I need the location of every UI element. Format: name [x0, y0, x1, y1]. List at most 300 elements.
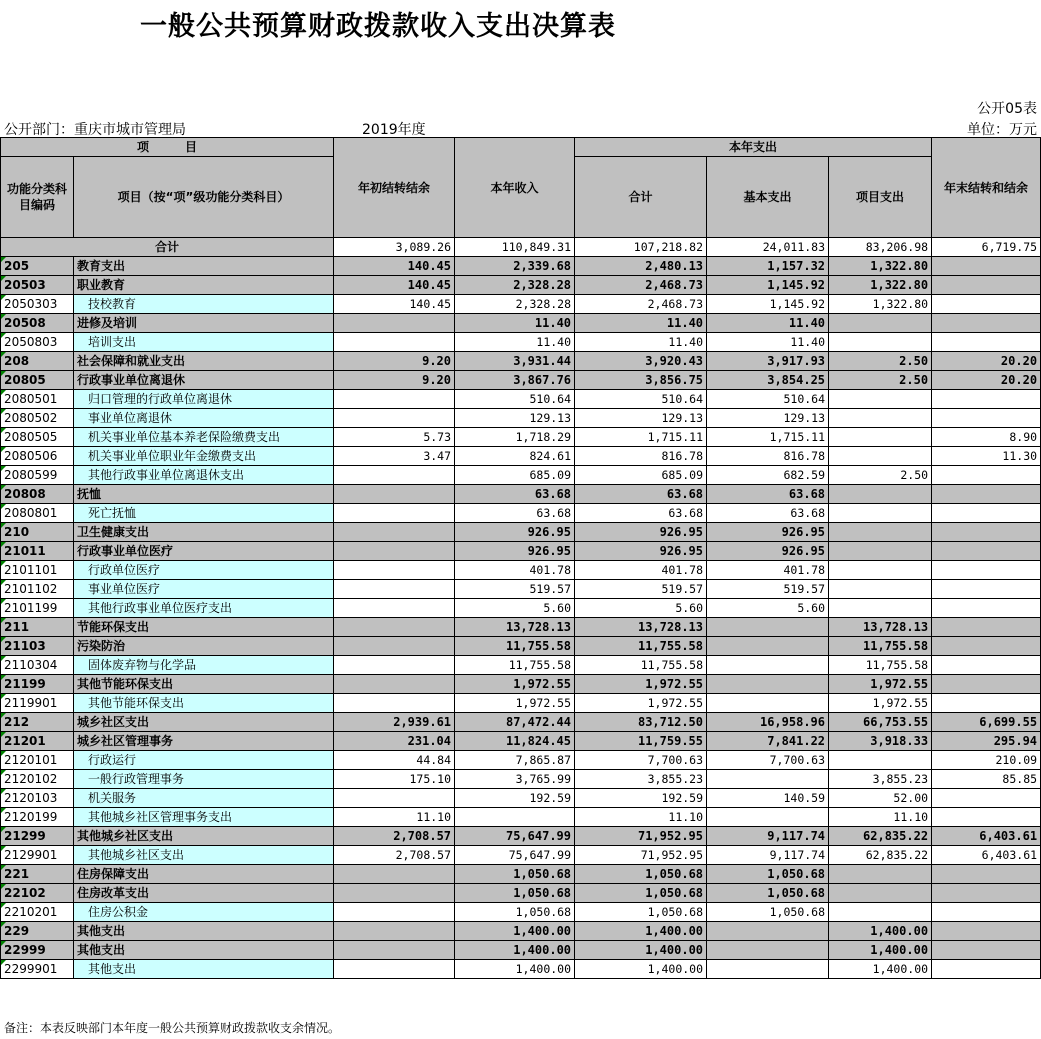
cell-income: 1,972.55: [455, 694, 575, 713]
cell-project: 11,755.58: [829, 656, 932, 675]
cell-income: 63.68: [455, 504, 575, 523]
row-name: 其他城乡社区管理事务支出: [74, 808, 334, 827]
cell-beginning: 175.10: [334, 770, 455, 789]
cell-ending: 8.90: [932, 428, 1041, 447]
cell-expense-total: 1,715.11: [575, 428, 707, 447]
row-code: 2050303: [1, 295, 74, 314]
form-number: 公开05表: [977, 101, 1037, 117]
cell-project: [829, 485, 932, 504]
cell-project: [829, 409, 932, 428]
row-code: 2110304: [1, 656, 74, 675]
row-name: 技校教育: [74, 295, 334, 314]
row-name: 其他节能环保支出: [74, 675, 334, 694]
row-code: 21299: [1, 827, 74, 846]
cell-basic: 682.59: [707, 466, 829, 485]
header-code: 功能分类科目编码: [1, 157, 74, 238]
row-code: 2101199: [1, 599, 74, 618]
item-row: [1, 789, 1041, 808]
cell-basic: 11.40: [707, 333, 829, 352]
report-title: 一般公共预算财政拨款收入支出决算表: [140, 11, 616, 42]
row-name: 事业单位离退休: [74, 409, 334, 428]
cell-expense-total: 11,755.58: [575, 656, 707, 675]
category-row: [1, 713, 1041, 732]
cell-ending: [932, 295, 1041, 314]
category-row: [1, 257, 1041, 276]
cell-expense-total: 192.59: [575, 789, 707, 808]
row-code: 2299901: [1, 960, 74, 979]
cell-income: 2,328.28: [455, 295, 575, 314]
item-row: [1, 751, 1041, 770]
row-code: 2120102: [1, 770, 74, 789]
cell-expense-total: 1,400.00: [575, 941, 707, 960]
cell-basic: 7,841.22: [707, 732, 829, 751]
total-ending: 6,719.75: [932, 238, 1041, 257]
cell-ending: [932, 656, 1041, 675]
category-row: [1, 276, 1041, 295]
cell-expense-total: 129.13: [575, 409, 707, 428]
cell-project: [829, 333, 932, 352]
cell-income: 11,755.58: [455, 637, 575, 656]
cell-ending: [932, 485, 1041, 504]
category-row: [1, 637, 1041, 656]
cell-basic: 519.57: [707, 580, 829, 599]
total-income: 110,849.31: [455, 238, 575, 257]
cell-beginning: 2,708.57: [334, 846, 455, 865]
cell-beginning: [334, 333, 455, 352]
item-row: [1, 561, 1041, 580]
cell-basic: 401.78: [707, 561, 829, 580]
item-row: [1, 409, 1041, 428]
row-name: 事业单位医疗: [74, 580, 334, 599]
row-name: 城乡社区支出: [74, 713, 334, 732]
cell-expense-total: 63.68: [575, 485, 707, 504]
row-code: 212: [1, 713, 74, 732]
header-project: 项目支出: [829, 157, 932, 238]
cell-expense-total: 3,855.23: [575, 770, 707, 789]
row-code: 2080505: [1, 428, 74, 447]
cell-expense-total: 816.78: [575, 447, 707, 466]
cell-basic: 9,117.74: [707, 846, 829, 865]
category-row: [1, 485, 1041, 504]
cell-project: 1,322.80: [829, 257, 932, 276]
cell-income: 3,867.76: [455, 371, 575, 390]
cell-ending: [932, 960, 1041, 979]
cell-project: 2.50: [829, 371, 932, 390]
row-name: 进修及培训: [74, 314, 334, 333]
cell-income: 11.40: [455, 314, 575, 333]
cell-ending: [932, 675, 1041, 694]
row-code: 20508: [1, 314, 74, 333]
cell-project: [829, 865, 932, 884]
row-name: 抚恤: [74, 485, 334, 504]
cell-beginning: [334, 694, 455, 713]
cell-ending: [932, 808, 1041, 827]
cell-ending: [932, 523, 1041, 542]
cell-ending: [932, 390, 1041, 409]
cell-ending: 295.94: [932, 732, 1041, 751]
cell-project: 1,972.55: [829, 694, 932, 713]
row-code: 2101102: [1, 580, 74, 599]
cell-project: 62,835.22: [829, 827, 932, 846]
row-name: 其他节能环保支出: [74, 694, 334, 713]
cell-project: 1,400.00: [829, 960, 932, 979]
header-beginning: 年初结转结余: [334, 138, 455, 238]
header-total: 合计: [575, 157, 707, 238]
cell-beginning: 11.10: [334, 808, 455, 827]
cell-beginning: 140.45: [334, 257, 455, 276]
cell-beginning: [334, 941, 455, 960]
cell-basic: [707, 941, 829, 960]
cell-expense-total: 2,480.13: [575, 257, 707, 276]
row-code: 205: [1, 257, 74, 276]
cell-income: 75,647.99: [455, 846, 575, 865]
cell-basic: 140.59: [707, 789, 829, 808]
cell-basic: 7,700.63: [707, 751, 829, 770]
row-code: 2080506: [1, 447, 74, 466]
cell-expense-total: 401.78: [575, 561, 707, 580]
cell-ending: [932, 865, 1041, 884]
cell-income: 5.60: [455, 599, 575, 618]
cell-basic: 926.95: [707, 542, 829, 561]
item-row: [1, 428, 1041, 447]
category-row: [1, 732, 1041, 751]
cell-expense-total: 926.95: [575, 542, 707, 561]
cell-basic: [707, 637, 829, 656]
row-code: 2080801: [1, 504, 74, 523]
cell-beginning: [334, 675, 455, 694]
cell-income: 519.57: [455, 580, 575, 599]
fiscal-year: 2019年度: [362, 122, 426, 138]
cell-ending: [932, 561, 1041, 580]
cell-ending: 20.20: [932, 371, 1041, 390]
row-code: 21199: [1, 675, 74, 694]
cell-project: [829, 523, 932, 542]
row-name: 固体废弃物与化学品: [74, 656, 334, 675]
cell-project: [829, 580, 932, 599]
cell-ending: 85.85: [932, 770, 1041, 789]
row-name: 社会保障和就业支出: [74, 352, 334, 371]
cell-expense-total: 7,700.63: [575, 751, 707, 770]
item-row: [1, 447, 1041, 466]
cell-ending: [932, 884, 1041, 903]
cell-basic: 816.78: [707, 447, 829, 466]
cell-beginning: 9.20: [334, 352, 455, 371]
cell-basic: 63.68: [707, 504, 829, 523]
cell-income: 63.68: [455, 485, 575, 504]
cell-expense-total: 5.60: [575, 599, 707, 618]
cell-basic: [707, 960, 829, 979]
item-row: [1, 599, 1041, 618]
cell-income: 510.64: [455, 390, 575, 409]
cell-expense-total: 3,920.43: [575, 352, 707, 371]
row-name: 死亡抚恤: [74, 504, 334, 523]
row-code: 2101101: [1, 561, 74, 580]
cell-expense-total: 2,468.73: [575, 295, 707, 314]
cell-basic: 1,715.11: [707, 428, 829, 447]
row-name: 职业教育: [74, 276, 334, 295]
row-name: 其他支出: [74, 960, 334, 979]
cell-basic: 1,050.68: [707, 865, 829, 884]
row-code: 210: [1, 523, 74, 542]
item-row: [1, 694, 1041, 713]
cell-basic: 129.13: [707, 409, 829, 428]
cell-beginning: [334, 409, 455, 428]
cell-expense-total: 11.10: [575, 808, 707, 827]
cell-beginning: 5.73: [334, 428, 455, 447]
cell-project: 1,322.80: [829, 295, 932, 314]
cell-ending: [932, 276, 1041, 295]
cell-project: 1,400.00: [829, 941, 932, 960]
cell-basic: 16,958.96: [707, 713, 829, 732]
cell-expense-total: 3,856.75: [575, 371, 707, 390]
cell-beginning: [334, 599, 455, 618]
row-code: 20808: [1, 485, 74, 504]
cell-income: 75,647.99: [455, 827, 575, 846]
header-name: 项目（按“项”级功能分类科目）: [74, 157, 334, 238]
cell-income: 87,472.44: [455, 713, 575, 732]
row-code: 2129901: [1, 846, 74, 865]
row-name: 培训支出: [74, 333, 334, 352]
cell-ending: [932, 903, 1041, 922]
cell-beginning: [334, 542, 455, 561]
cell-beginning: [334, 504, 455, 523]
row-code: 2120101: [1, 751, 74, 770]
row-code: 2120199: [1, 808, 74, 827]
category-row: [1, 371, 1041, 390]
total-beginning: 3,089.26: [334, 238, 455, 257]
cell-beginning: [334, 865, 455, 884]
total-basic: 24,011.83: [707, 238, 829, 257]
department-label: 公开部门：重庆市城市管理局: [4, 122, 186, 138]
cell-income: 401.78: [455, 561, 575, 580]
cell-beginning: [334, 903, 455, 922]
cell-ending: [932, 542, 1041, 561]
cell-basic: 1,050.68: [707, 903, 829, 922]
row-name: 卫生健康支出: [74, 523, 334, 542]
cell-project: 3,918.33: [829, 732, 932, 751]
row-name: 其他行政事业单位医疗支出: [74, 599, 334, 618]
row-code: 22102: [1, 884, 74, 903]
cell-expense-total: 1,400.00: [575, 960, 707, 979]
item-row: [1, 295, 1041, 314]
row-name: 行政事业单位离退休: [74, 371, 334, 390]
category-row: [1, 675, 1041, 694]
item-row: [1, 466, 1041, 485]
row-code: 2080501: [1, 390, 74, 409]
cell-ending: [932, 922, 1041, 941]
cell-expense-total: 11,755.58: [575, 637, 707, 656]
cell-beginning: [334, 884, 455, 903]
cell-beginning: [334, 789, 455, 808]
cell-beginning: [334, 466, 455, 485]
cell-ending: [932, 789, 1041, 808]
cell-beginning: [334, 637, 455, 656]
cell-income: 11,824.45: [455, 732, 575, 751]
cell-ending: [932, 637, 1041, 656]
cell-basic: [707, 618, 829, 637]
item-row: [1, 808, 1041, 827]
row-code: 21201: [1, 732, 74, 751]
row-name: 住房改革支出: [74, 884, 334, 903]
row-code: 2210201: [1, 903, 74, 922]
cell-beginning: [334, 960, 455, 979]
cell-basic: [707, 694, 829, 713]
cell-project: 66,753.55: [829, 713, 932, 732]
cell-beginning: 44.84: [334, 751, 455, 770]
category-row: [1, 922, 1041, 941]
row-name: 一般行政管理事务: [74, 770, 334, 789]
cell-expense-total: 11.40: [575, 333, 707, 352]
cell-project: [829, 903, 932, 922]
cell-basic: 3,854.25: [707, 371, 829, 390]
cell-project: 1,972.55: [829, 675, 932, 694]
item-row: [1, 656, 1041, 675]
row-name: 教育支出: [74, 257, 334, 276]
item-row: [1, 390, 1041, 409]
row-code: 2050803: [1, 333, 74, 352]
row-name: 机关事业单位基本养老保险缴费支出: [74, 428, 334, 447]
cell-expense-total: 926.95: [575, 523, 707, 542]
row-name: 行政运行: [74, 751, 334, 770]
cell-expense-total: 1,050.68: [575, 865, 707, 884]
cell-expense-total: 71,952.95: [575, 846, 707, 865]
cell-project: 1,322.80: [829, 276, 932, 295]
cell-ending: [932, 618, 1041, 637]
cell-project: [829, 314, 932, 333]
cell-expense-total: 510.64: [575, 390, 707, 409]
cell-project: 2.50: [829, 466, 932, 485]
cell-basic: 11.40: [707, 314, 829, 333]
cell-beginning: [334, 618, 455, 637]
cell-basic: 9,117.74: [707, 827, 829, 846]
row-code: 21011: [1, 542, 74, 561]
row-name: 机关事业单位职业年金缴费支出: [74, 447, 334, 466]
row-code: 21103: [1, 637, 74, 656]
cell-beginning: [334, 922, 455, 941]
cell-expense-total: 685.09: [575, 466, 707, 485]
row-code: 22999: [1, 941, 74, 960]
cell-income: 1,050.68: [455, 884, 575, 903]
cell-income: 3,931.44: [455, 352, 575, 371]
cell-project: 11.10: [829, 808, 932, 827]
cell-basic: 926.95: [707, 523, 829, 542]
row-code: 211: [1, 618, 74, 637]
item-row: [1, 333, 1041, 352]
cell-ending: [932, 466, 1041, 485]
row-name: 机关服务: [74, 789, 334, 808]
cell-project: [829, 542, 932, 561]
item-row: [1, 504, 1041, 523]
row-name: 节能环保支出: [74, 618, 334, 637]
header-basic: 基本支出: [707, 157, 829, 238]
cell-ending: [932, 504, 1041, 523]
cell-ending: [932, 694, 1041, 713]
row-code: 20805: [1, 371, 74, 390]
row-name: 行政单位医疗: [74, 561, 334, 580]
cell-project: [829, 504, 932, 523]
cell-income: [455, 808, 575, 827]
cell-expense-total: 1,050.68: [575, 884, 707, 903]
item-row: [1, 580, 1041, 599]
category-row: [1, 542, 1041, 561]
unit-label: 单位：万元: [967, 122, 1037, 138]
cell-ending: 11.30: [932, 447, 1041, 466]
cell-expense-total: 11,759.55: [575, 732, 707, 751]
header-expense-group: 本年支出: [575, 138, 932, 157]
cell-project: 62,835.22: [829, 846, 932, 865]
cell-ending: [932, 333, 1041, 352]
cell-beginning: [334, 485, 455, 504]
cell-basic: 1,145.92: [707, 276, 829, 295]
cell-income: 1,718.29: [455, 428, 575, 447]
cell-beginning: [334, 314, 455, 333]
total-project: 83,206.98: [829, 238, 932, 257]
cell-ending: [932, 580, 1041, 599]
cell-beginning: 231.04: [334, 732, 455, 751]
cell-beginning: [334, 390, 455, 409]
row-name: 归口管理的行政单位离退休: [74, 390, 334, 409]
cell-income: 685.09: [455, 466, 575, 485]
row-code: 2119901: [1, 694, 74, 713]
category-row: [1, 618, 1041, 637]
row-name: 住房保障支出: [74, 865, 334, 884]
row-name: 行政事业单位医疗: [74, 542, 334, 561]
cell-income: 926.95: [455, 523, 575, 542]
cell-ending: [932, 599, 1041, 618]
cell-basic: 63.68: [707, 485, 829, 504]
cell-income: 129.13: [455, 409, 575, 428]
cell-ending: 6,403.61: [932, 846, 1041, 865]
cell-expense-total: 2,468.73: [575, 276, 707, 295]
cell-project: [829, 884, 932, 903]
cell-basic: 1,145.92: [707, 295, 829, 314]
row-name: 住房公积金: [74, 903, 334, 922]
row-code: 20503: [1, 276, 74, 295]
row-code: 229: [1, 922, 74, 941]
cell-basic: [707, 808, 829, 827]
category-row: [1, 827, 1041, 846]
category-row: [1, 352, 1041, 371]
cell-income: 1,050.68: [455, 903, 575, 922]
cell-project: 1,400.00: [829, 922, 932, 941]
cell-income: 2,328.28: [455, 276, 575, 295]
cell-expense-total: 1,050.68: [575, 903, 707, 922]
cell-income: 2,339.68: [455, 257, 575, 276]
row-name: 污染防治: [74, 637, 334, 656]
cell-project: 13,728.13: [829, 618, 932, 637]
category-row: [1, 941, 1041, 960]
cell-beginning: 2,939.61: [334, 713, 455, 732]
cell-project: 3,855.23: [829, 770, 932, 789]
category-row: [1, 523, 1041, 542]
cell-expense-total: 1,972.55: [575, 675, 707, 694]
row-code: 2080502: [1, 409, 74, 428]
cell-ending: [932, 409, 1041, 428]
cell-ending: [932, 314, 1041, 333]
footnote: 备注：本表反映部门本年度一般公共预算财政拨款收支余情况。: [4, 1021, 341, 1035]
cell-income: 11,755.58: [455, 656, 575, 675]
cell-expense-total: 13,728.13: [575, 618, 707, 637]
cell-project: [829, 751, 932, 770]
cell-expense-total: 1,972.55: [575, 694, 707, 713]
cell-project: [829, 428, 932, 447]
row-name: 其他城乡社区支出: [74, 846, 334, 865]
cell-income: 1,972.55: [455, 675, 575, 694]
cell-basic: 1,157.32: [707, 257, 829, 276]
cell-beginning: [334, 580, 455, 599]
total-expense: 107,218.82: [575, 238, 707, 257]
cell-beginning: 3.47: [334, 447, 455, 466]
